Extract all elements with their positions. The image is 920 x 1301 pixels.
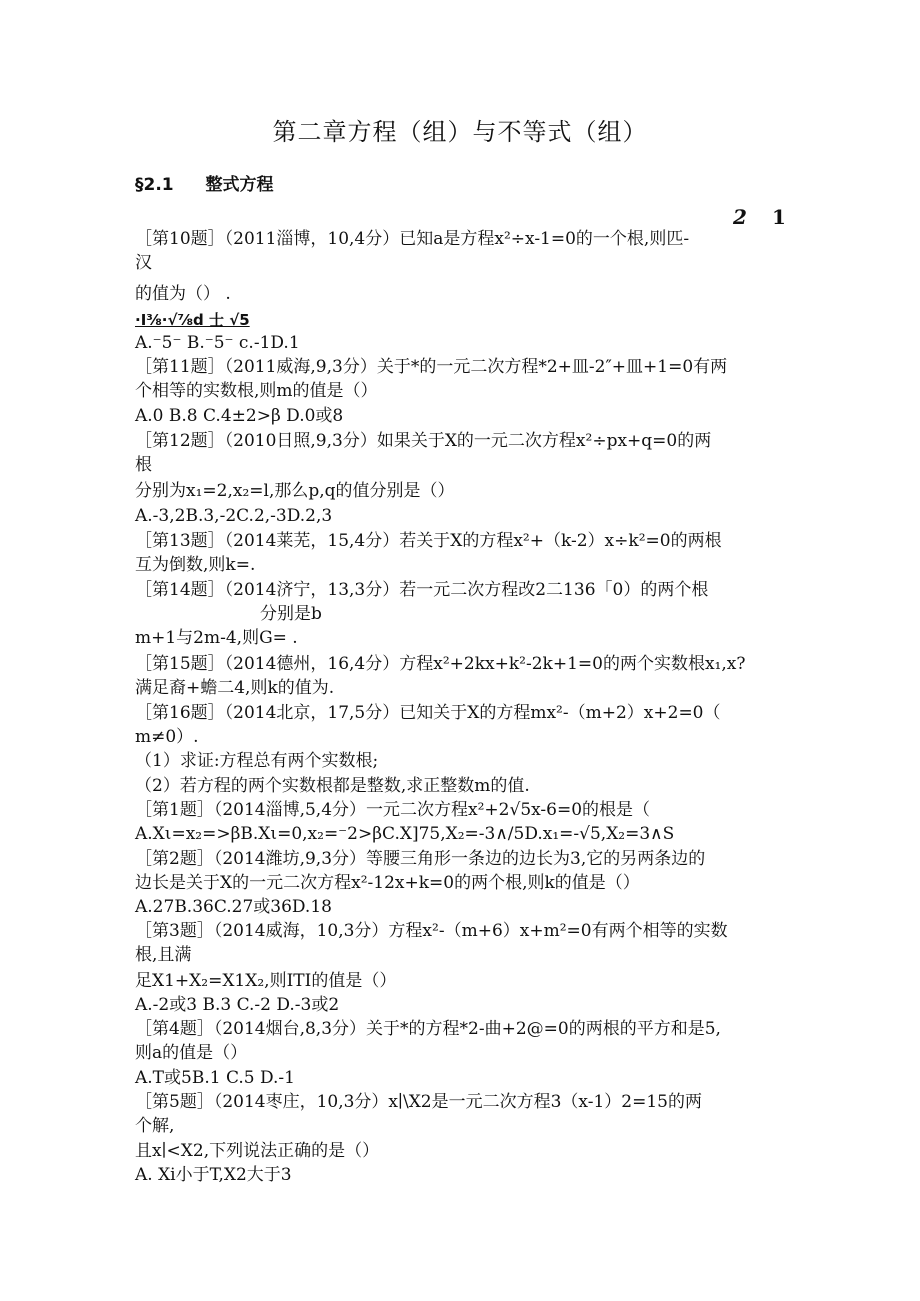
text-line: 则a的值是（） [135,1043,248,1063]
text-line: 的值为（） . [135,284,231,304]
page-marker: 1 [772,205,786,229]
text-line: A.0 B.8 C.4±2>β D.0或8 [135,406,344,426]
text-line: ［第15题］（2014德州，16,4分）方程x²+2kx+k²-2k+1=0的两个实数根x₁,x? [135,654,746,674]
section-name: 整式方程 [205,175,274,195]
text-line: A.-2或3 B.3 C.-2 D.-3或2 [135,995,340,1015]
text-line: 分别为x₁=2,x₂=l,那么p,q的值分别是（） [135,481,455,501]
text-line: ［第11题］（2011威海,9,3分）关于*的一元二次方程*2+皿-2″+皿+1=0有两 [135,357,728,377]
text-line: A.Xι=x₂=>βB.Xι=0,x₂=⁻2>βC.X]75,X₂=-3∧/5D.x₁=-√5,X₂=3∧S [135,824,675,844]
text-line: 满足裔+蟾二4,则k的值为. [135,678,335,698]
text-line: （1）求证:方程总有两个实数根; [135,751,379,771]
text-line: ［第16题］（2014北京，17,5分）已知关于X的方程mx²-（m+2）x+2=0（ [135,703,721,723]
section-heading [135,170,274,195]
text-line: 且x∣<X2,下列说法正确的是（） [135,1141,380,1161]
text-line: A.27B.36C.27或36D.18 [135,897,332,917]
text-line: A. Xi小于T,X2大于3 [135,1165,292,1185]
text-line: ［第10题］（2011淄博，10,4分）已知a是方程x²÷x-1=0的一个根,则匹- [135,229,690,249]
chapter-title: 第二章方程（组）与不等式（组） [272,118,648,146]
text-line: ［第4题］（2014烟台,8,3分）关于*的方程*2-曲+2@=0的两根的平方和是5, [135,1019,721,1039]
text-line: （2）若方程的两个实数根都是整数,求正整数m的值. [135,776,530,796]
text-line: 分别是b [260,604,322,624]
text-line: ［第1题］（2014淄博,5,4分）一元二次方程x²+2√5x-6=0的根是（ [135,800,651,820]
text-line: A.T或5B.1 C.5 D.-1 [135,1068,295,1088]
text-line: A.-3,2B.3,-2C.2,-3D.2,3 [135,506,333,526]
text-line: 根 [135,455,152,475]
section-number: §2.1 [135,175,174,195]
text-line: 互为倒数,则k=. [135,555,256,575]
text-line: ·I⅜·√⅞d 士 √5 [135,311,250,329]
text-line: A.⁻5⁻ B.⁻5⁻ c.-1D.1 [135,333,300,353]
text-line: 边长是关于X的一元二次方程x²-12x+k=0的两个根,则k的值是（） [135,873,640,893]
text-line: ［第13题］（2014莱芜，15,4分）若关于X的方程x²+（k-2）x÷k²=0的两根 [135,531,722,551]
text-line: ［第3题］（2014威海，10,3分）方程x²-（m+6）x+m²=0有两个相等的实数 [135,921,728,941]
text-line: 汉 [135,253,152,273]
text-line: ［第2题］（2014潍坊,9,3分）等腰三角形一条边的边长为3,它的另两条边的 [135,849,706,869]
text-line: 个解, [135,1116,175,1136]
text-line: 个相等的实数根,则m的值是（） [135,381,378,401]
page-marker: 2 [733,205,747,229]
text-line: 足X1+X₂=X1X₂,则ITI的值是（） [135,971,397,991]
text-line: ［第5题］（2014枣庄，10,3分）x∣\X2是一元二次方程3（x-1）2=15的两 [135,1092,702,1112]
text-line: ［第14题］（2014济宁，13,3分）若一元二次方程改2二136「0）的两个根 [135,580,709,600]
text-line: m+1与2m-4,则G= . [135,628,298,648]
text-line: m≠0）. [135,727,199,747]
text-line: ［第12题］（2010日照,9,3分）如果关于X的一元二次方程x²÷px+q=0的两 [135,431,712,451]
text-line: 根,且满 [135,945,192,965]
